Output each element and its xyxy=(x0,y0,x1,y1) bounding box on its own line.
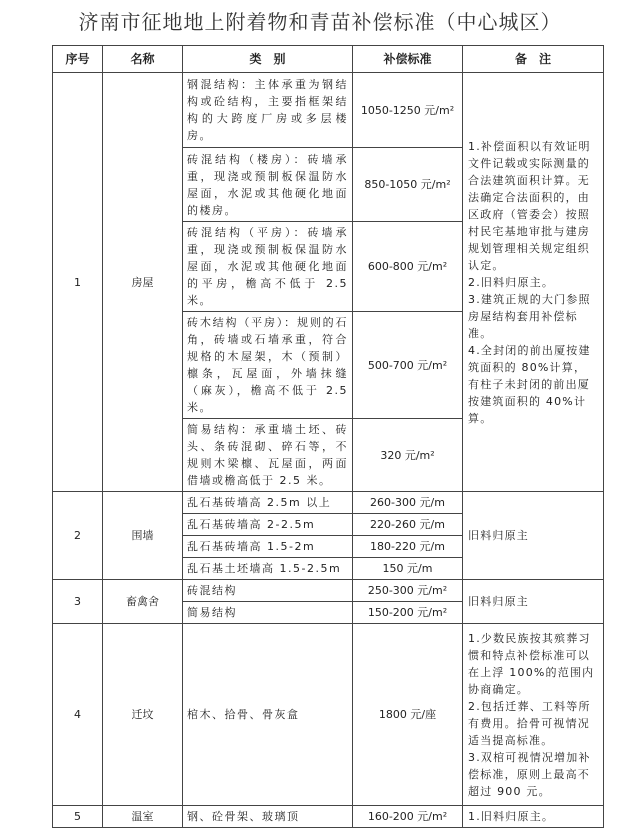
row-no: 3 xyxy=(53,580,103,624)
note-cell: 旧料归原主 xyxy=(463,492,604,580)
category-cell: 简易结构 xyxy=(183,602,353,624)
compensation-table xyxy=(52,45,604,828)
header-standard: 补偿标准 xyxy=(353,46,463,73)
category-cell: 砖木结构（平房）：规则的石角，砖墙或石墙承重，符合规格的木屋架，木（预制）檩条，瓦屋面，外墙抹缝（麻灰），檐高不低于 2.5 米。 xyxy=(183,312,353,419)
row-name: 温室 xyxy=(103,806,183,828)
header-category: 类 别 xyxy=(183,46,353,73)
header-row xyxy=(53,46,604,73)
row-name: 畜禽舍 xyxy=(103,580,183,624)
header-name: 名称 xyxy=(103,46,183,73)
category-cell: 乱石基砖墙高 2.5m 以上 xyxy=(183,492,353,514)
category-cell: 砖混结构（平房）：砖墙承重，现浇或预制板保温防水屋面，水泥或其他硬化地面的平房，檐高不低于 2.5 米。 xyxy=(183,222,353,312)
category-cell: 砖混结构 xyxy=(183,580,353,602)
header-note: 备 注 xyxy=(463,46,604,73)
standard-cell: 1800 元/座 xyxy=(353,624,463,806)
note-cell: 旧料归原主 xyxy=(463,580,604,624)
standard-cell: 260-300 元/m xyxy=(353,492,463,514)
table-row xyxy=(53,806,604,828)
category-cell: 砖混结构（楼房）：砖墙承重，现浇或预制板保温防水屋面，水泥或其他硬化地面的楼房。 xyxy=(183,148,353,222)
page-title: 济南市征地地上附着物和青苗补偿标准（中心城区） xyxy=(78,10,562,34)
standard-cell: 160-200 元/m² xyxy=(353,806,463,828)
category-cell: 钢混结构：主体承重为钢结构或砼结构，主要指框架结构的大跨度厂房或多层楼房。 xyxy=(183,73,353,148)
category-cell: 棺木、拾骨、骨灰盒 xyxy=(183,624,353,806)
table-row xyxy=(53,580,604,602)
standard-cell: 220-260 元/m xyxy=(353,514,463,536)
standard-cell: 320 元/m² xyxy=(353,419,463,492)
note-cell: 1.补偿面积以有效证明文件记载或实际测量的合法建筑面积计算。无法确定合法面积的，由区政府（管委会）按照村民宅基地审批与建房规划管理相关规定组织认定。 2.旧料归原主。 3.建筑正规的大门参照房屋结构套用补偿标准。 4.全封闭的前出厦按建筑面积的 80%计算，有柱子未封闭的前出厦按建筑面积的 40%计算。 xyxy=(463,73,604,492)
standard-cell: 850-1050 元/m² xyxy=(353,148,463,222)
note-cell: 1.旧料归原主。 xyxy=(463,806,604,828)
row-no: 1 xyxy=(53,73,103,492)
table-row xyxy=(53,624,604,806)
row-name: 围墙 xyxy=(103,492,183,580)
row-no: 2 xyxy=(53,492,103,580)
row-name: 迁坟 xyxy=(103,624,183,806)
row-no: 4 xyxy=(53,624,103,806)
standard-cell: 180-220 元/m xyxy=(353,536,463,558)
standard-cell: 150-200 元/m² xyxy=(353,602,463,624)
category-cell: 乱石基砖墙高 1.5-2m xyxy=(183,536,353,558)
standard-cell: 500-700 元/m² xyxy=(353,312,463,419)
header-no: 序号 xyxy=(53,46,103,73)
standard-cell: 150 元/m xyxy=(353,558,463,580)
table-row xyxy=(53,492,604,514)
category-cell: 简易结构：承重墙土坯、砖头、条砖混砌、碎石等，不规则木梁檩、瓦屋面，两面借墙或檐高低于 2.5 米。 xyxy=(183,419,353,492)
row-no: 5 xyxy=(53,806,103,828)
row-name: 房屋 xyxy=(103,73,183,492)
note-cell: 1.少数民族按其殡葬习惯和特点补偿标准可以在上浮 100%的范围内协商确定。 2.包括迁葬、工料等所有费用。拾骨可视情况适当提高标准。 3.双棺可视情况增加补偿标准，原则上最高不超过 900 元。 xyxy=(463,624,604,806)
category-cell: 钢、砼骨架、玻璃顶 xyxy=(183,806,353,828)
category-cell: 乱石基砖墙高 2-2.5m xyxy=(183,514,353,536)
category-cell: 乱石基土坯墙高 1.5-2.5m xyxy=(183,558,353,580)
standard-cell: 250-300 元/m² xyxy=(353,580,463,602)
standard-cell: 1050-1250 元/m² xyxy=(353,73,463,148)
standard-cell: 600-800 元/m² xyxy=(353,222,463,312)
table-row xyxy=(53,73,604,148)
